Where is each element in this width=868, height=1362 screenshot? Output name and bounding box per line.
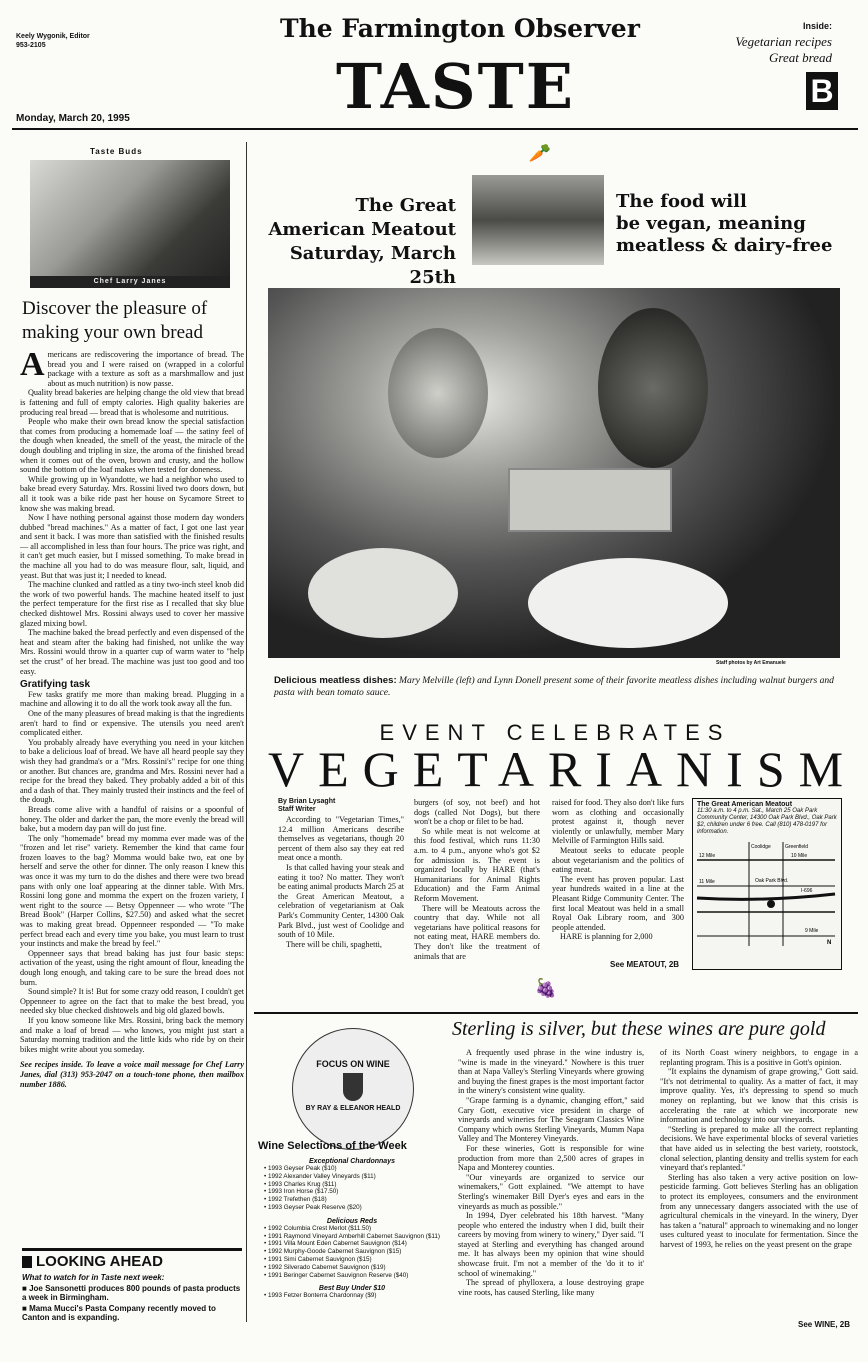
section-letter: B [806,72,838,110]
map-label: Oak Park Blvd. [755,878,789,884]
mountain-photo [472,175,604,265]
story-p9: The event has proven popular. Last year hundreds waited in a line at the Pleasant Ridge Community Center. The first local Meatout was held in a small Royal Oak Library room, and 300 people attended. [552,874,684,932]
wine-item: • 1991 Simi Cabernet Sauvignon ($15) [264,1255,372,1263]
wine-category: Delicious Reds [326,1217,378,1225]
column-divider [246,142,248,1322]
logo-top-text: FOCUS ON WINE [316,1059,390,1069]
wine-item: • 1993 Iron Horse ($17.50) [264,1188,339,1196]
inside-label: Inside: [802,21,832,31]
col-p7: The machine baked the bread perfectly and even dispensed of the heat and steam after the baking had finished, not unlike the way Mrs. Rossini would throw in a quarter cup of warm water to "help set the crust" of her bread. The machine was just too good and too easy. [20,628,244,676]
grape-icon: 🍇 [534,978,558,998]
wine-item: • 1992 Murphy-Goode Cabernet Sauvignon ($15) [264,1248,402,1256]
chef-photo-caption: Chef Larry Janes [30,276,230,288]
looking-ahead-item: ■ Joe Sansonetti produces 800 pounds of pasta products a week in Birmingham. [22,1284,241,1302]
column-tag: Taste Buds [90,147,143,156]
map-label: 11 Mile [699,879,715,885]
col-p10: You probably already have everything you need in your kitchen to bake a delicious loaf of bread. We have all heard people say they wish they had grandma's or a "Mrs. Rossini's" recipe for one thing or another. But chances are, grandma and Mrs. Rossini never had a recipe for the bread they baked. They probably added a bit of this and a dash of that. They mainly trusted their instincts and the feel of the dough. [20,737,244,805]
col-p5: Now I have nothing personal against those modern day wonders dubbed "bread machines." As a matter of fact, I got one last year and sent it back. I was more than satisfied with the finished results — all accomplished in less than four hours. The price was right, and it can't get much easier, but I missed something. To make bread in the machine all you had to do was measure flour, salt, liquid, and yeast. But that was just it; I needed to knead. [20,513,244,580]
map-north: N [827,940,832,946]
map-label: 9 Mile [805,928,819,934]
col-p6: The machine clunked and rattled as a tiny two-inch steel knob did the work of two powerful hands. The machine heated itself to just the perfect temperature for the first rise as I recalled that sky blue checked dishtowel Mrs. Rossini always used to cover her massive glazed mixing bowl. [20,580,244,628]
wine-item: • 1991 Raymond Vineyard Amberhill Cabernet Sauvignon ($11) [264,1232,440,1240]
meatout-right-line-2: be vegan, meaning [616,213,806,234]
looking-ahead-title [22,1248,242,1270]
photo-figure-left [388,328,488,458]
story-p5: So while meat is not welcome at this food festival, which runs 11:30 a.m. to 4 p.m., anyone who's got $2 for admission is. The event is organized locally by HARE (that's Humanitarians for Animal Rights Education) and the Farm Animal Reform Movement. [414,826,540,903]
map-graphic [693,838,839,948]
story-p7: raised for food. They also don't like furs worn as clothing and occasionally protest against it, though never violently or unlawfully, member Mary Melville of Farmington Hills said. [552,798,684,846]
dateline: Monday, March 20, 1995 [16,113,130,124]
wine-p4: "Our vineyards are organized to service our winemakers," Gott explained. "We attempt to have Sterling's winemaker Bill Dyer's eyes and ears in the vineyards as much as possible." [458,1172,644,1211]
col-p8: Few tasks gratify me more than making bread. Plugging in a machine and allowing it to do all the work took away all the fun. [20,689,244,709]
photo-bowl [308,548,458,638]
wine-item: • 1992 Silverado Cabernet Sauvignon ($19) [264,1263,386,1271]
col-p2: Quality bread bakeries are helping change the old view that bread is fattening and full of empty calories. High quality bakeries are producing real bread — bread that is wholesome and nutritious. [20,388,244,417]
column-headline: Discover the pleasure of making your own bread [22,298,208,343]
meatout-right-head [616,191,836,257]
meatout-right-line-3: meatless & dairy-free [616,235,833,256]
story-p10: HARE is planning for 2,000 [560,932,653,942]
meatout-left-line-3: Saturday, March 25th [289,243,456,288]
caption-lead: Delicious meatless dishes: [274,675,397,686]
looking-ahead-title-text: LOOKING AHEAD [36,1253,163,1270]
wine-p9: "Sterling is prepared to make all the correct replanting decisions. We have experimental blocks of several varieties that have aided us in selecting the best variety, rootstock, clonal selection, planting density and trellis system for each vineyard that's replanted." [660,1124,858,1173]
wine-p5: In 1994, Dyer celebrated his 18th harvest. "Many people who entered the industry when I did, built their careers by moving from winery to winery," Dyer said. "I stayed at Sterling and everything has changed around me. It has always been my opinion that wine should showcase fruit. I'm not a member of the 'do it to it' school of winemaking." [458,1211,644,1278]
column-body [20,346,244,1089]
col-p1: mericans are rediscovering the importance of bread. The bread you and I were raised on (wrapped in a colorful package with a texture as soft as a marshmallow and just about as much nutrition) is now passe. [47,350,244,388]
jump-line-wine: See WINE, 2B [798,1320,851,1329]
inside-box [735,18,832,66]
photo-caption [274,675,834,699]
inside-line-2: Great bread [769,50,832,65]
wine-rule [254,1012,858,1014]
wine-glass-icon [343,1073,363,1101]
map-label: Greenfield [785,844,809,850]
story-column-3 [552,798,684,942]
wine-item: • 1993 Fetzer Bonterra Chardonnay ($9) [264,1292,377,1300]
focus-on-wine-logo [292,1028,414,1150]
story-p6: There will be Meatouts across the country that day. While not all vegetarians have political reasons for not eating meat, HARE members do. They don't like the treatment of animals that are [414,903,540,961]
logo-bottom-text: BY RAY & ELEANOR HEALD [305,1105,401,1112]
looking-ahead-item: ■ Mama Mucci's Pasta Company recently moved to Canton and is expanding. [22,1304,216,1322]
looking-ahead-item-2: Mama Mucci's Pasta Company recently moved to Canton and is expanding. [22,1304,216,1322]
map-desc: 11:30 a.m. to 4 p.m. Sat., March 25 Oak Park Community Center, 14300 Oak Park Blvd., Oak Park $2, children under 6 free. Call (810) 478-0197 for information. [697,808,837,835]
map-label: 12 Mile [699,853,716,859]
story-column-2 [414,798,540,961]
chef-photo [30,160,230,284]
wine-item: • 1992 Columbia Crest Merlot ($11.50) [264,1224,372,1232]
wine-item: • 1992 Alexander Valley Vineyards ($11) [264,1172,376,1180]
col-p13: Oppenneer says that bread baking has just four basic steps: activation of the yeast, using the right amount of flour, kneading the dough long enough, and taking care to be sure the bread does not burn. [20,948,244,987]
story-p1: According to "Vegetarian Times," 12.4 million Americans describe themselves as vegetarians, though 20 percent of them also say they eat red meat once a month. [278,815,404,863]
story-kicker: EVENT CELEBRATES [379,720,731,745]
map-title: The Great American Meatout [697,801,793,808]
col-p15: If you know someone like Mrs. Rossini, bring back the memory and make a loaf of bread — who knows, you might just start a Saturday morning tradition and the little kids who ride by on their bikes might write about you someday. [20,1015,244,1054]
section-title: TASTE [336,50,576,123]
col-p3: People who make their own bread know the special satisfaction that comes from producing a homemade loaf — the satiny feel of the dough when kneaded, the smell of the yeast, the miracle of the dough doubling and tripling in size, the aroma of the finished bread when it comes out of the oven, brown and crusty, and the hollow sound the bottom of the loaf makes when tested for doneness. [20,417,244,475]
col-p11: Breads come alive with a handful of raisins or a spoonful of honey. The older and darker the pan, the more evenly the bread will bake, but a modern day pan will do just fine. [20,804,244,834]
drop-cap: A [20,346,45,383]
inside-line-1: Vegetarian recipes [735,34,832,49]
editor-phone: 953-2105 [16,42,46,49]
masthead-rule [12,128,858,130]
wine-item: • 1992 Trefethen ($18) [264,1196,327,1204]
photo-figure-right [598,308,708,468]
wine-p3: For these wineries, Gott is responsible for wine production from more than 2,500 acres of grapes in Napa and Monterey counties. [458,1143,644,1173]
event-map [692,798,842,970]
wine-p2: "Grape farming is a dynamic, changing effort," said Cary Gott, executive vice president in charge of vineyards and wineries for The Seagram Classics Wine Company which owns Sterling Vineyards, Mumm Napa Valley and The Monterey Vineyards. [458,1095,644,1144]
wine-item: • 1993 Geyser Peak ($10) [264,1165,337,1172]
photo-plate [528,558,728,648]
meatout-left-head [268,194,456,290]
editor-info [16,32,90,50]
wine-p8: "It explains the dynamism of grape growing," Gott said. "It's not detrimental to quality. As a matter of fact, it may improve quality. Yes, it's depressing to spend so much money on replanting, but we know that this crisis is accelerating the rate at which we incorporate new information and technology into our vineyards. [660,1067,858,1125]
wine-headline: Sterling is silver, but these wines are pure gold [452,1018,826,1040]
wine-item: • 1993 Charles Krug ($11) [264,1180,337,1188]
looking-ahead-subtitle: What to watch for in Taste next week: [22,1273,165,1282]
wine-box-title: Wine Selections of the Week [258,1140,407,1152]
col-p9: One of the many pleasures of bread making is that the ingredients aren't hard to find or expensive. The utensils you need aren't complicated either. [20,708,244,738]
story-p3: There will be chili, spaghetti, [286,939,382,949]
col-p4: While growing up in Wyandotte, we had a neighbor who used to bake bread every Saturday. Mrs. Rossini lived two doors down, but all it took was a bike ride past her house on Sycamore Street to know she was making bread. [20,474,244,513]
photo-tray [508,468,672,532]
story-column-1 [278,815,404,949]
wine-p6: The spread of phylloxera, a louse destroying grape vine roots, has caused Sterling, like many [458,1278,644,1297]
col-subhead: Gratifying task [20,679,91,691]
carrot-icon: 🥕 [528,143,552,163]
meatout-right-line-1: The food will [616,191,747,212]
main-photo [268,288,840,658]
square-bullet-icon [22,1256,32,1268]
byline-name: By Brian Lysaght [278,798,336,805]
col-p14: Sound simple? It is! But for some crazy odd reason, I couldn't get Oppenneer to agree on the fact that to make the best bread, you needed sky blue checked dishtowels and big old glazed bowls. [20,987,244,1016]
story-headline: VEGETARIANISM [268,741,858,797]
wine-column-2 [660,1048,858,1249]
wine-column-1 [458,1048,644,1297]
wine-p1: A frequently used phrase in the wine industry is, "wine is made in the vineyard." Nowhere is this truer than at Napa Valley's Sterling Vineyards where growing and buying the finest grapes is the most important factor in the winery's consistent wine quality. [458,1048,644,1096]
meatout-left-line-1: The Great [355,195,456,216]
wine-item: • 1993 Geyser Peak Reserve ($20) [264,1203,362,1211]
story-p2: Is that called having your steak and eating it too? No matter. They won't be eating animal products March 25 at the Great American Meatout, a celebration of vegetarianism at Oak Park's Community Center, 14300 Oak Park Blvd., just west of Coolidge and south of 10 Mile. [278,862,404,940]
wine-p10: Sterling has also taken a very active position on low-pesticide farming. Gott believes Sterling has an obligation to protect its employees, consumers and the environment from any unnecessary dangers associated with the use of agricultural chemicals in the vineyard. In the winery, Dyer has taken a "natural" approach to winemaking and no longer uses cultured yeast to inoculate for fermentation. Since the harvest of 1993, he relies on the yeast present on the grape [660,1172,858,1249]
col-note: See recipes inside. To leave a voice mail message for Chef Larry Janes, dial (313) 953-2047 on a touch-tone phone, then mailbox number 1886. [20,1060,244,1089]
map-label: I-696 [801,888,813,894]
wine-p7: of its North Coast winery neighbors, to engage in a replanting program. This is a positive in Gott's opinion. [660,1048,858,1067]
wine-selections [258,1140,446,1300]
col-p12: The only "homemade" bread my momma ever made was of the "frozen and let rise" variety. Remember the kind that came four frozen loaves to the bag? Momma would bake two, eat one by herself and serve the other for dinner. The only reason I knew this was once it was my turn to do the dishes and there were two bread pans with only one loaf appearing at the dinner table. With Mrs. Rossini long gone and momma the expert on the frozen variety, I went right to the source — Betsy Oppenneer — who wrote "The Bread Book" (Harper Collins, $27.50) and asked what the secret was to making great bread. Oppenneer responded — "To make perfect bread each and every time you bake, you must learn to trust your instincts and make the bread by feel." [20,833,244,949]
looking-ahead [22,1248,242,1322]
story-p4: burgers (of soy, not beef) and hot dogs (called Not Dogs), but there won't be a chop or filet to be had. [414,798,540,827]
map-label: 10 Mile [791,853,808,859]
wine-category: Exceptional Chardonnays [309,1158,395,1165]
caption-text: Mary Melville (left) and Lynn Donell present some of their favorite meatless dishes including walnut burgers and pasta with bean tomato sauce. [274,675,834,698]
wine-item: • 1991 Villa Mount Eden Cabernet Sauvignon ($14) [264,1240,407,1248]
meatout-left-line-2: American Meatout [268,219,456,240]
editor-name: Keely Wygonik, Editor [16,33,90,40]
story-p8: Meatout seeks to educate people about vegetarianism and the politics of eating meat. [552,845,684,875]
paper-name: The Farmington Observer [280,14,640,43]
looking-ahead-item-1: Joe Sansonetti produces 800 pounds of pasta products a week in Birmingham. [22,1284,241,1302]
wine-category: Best Buy Under $10 [318,1285,386,1293]
jump-line-meatout: See MEATOUT, 2B [610,960,680,969]
photo-credit: Staff photos by Art Emanuele [716,660,786,666]
wine-item: • 1991 Beringer Cabernet Sauvignon Reserve ($40) [264,1271,409,1279]
map-label: Coolidge [751,844,771,850]
byline-title: Staff Writer [278,806,316,813]
byline [278,798,335,814]
